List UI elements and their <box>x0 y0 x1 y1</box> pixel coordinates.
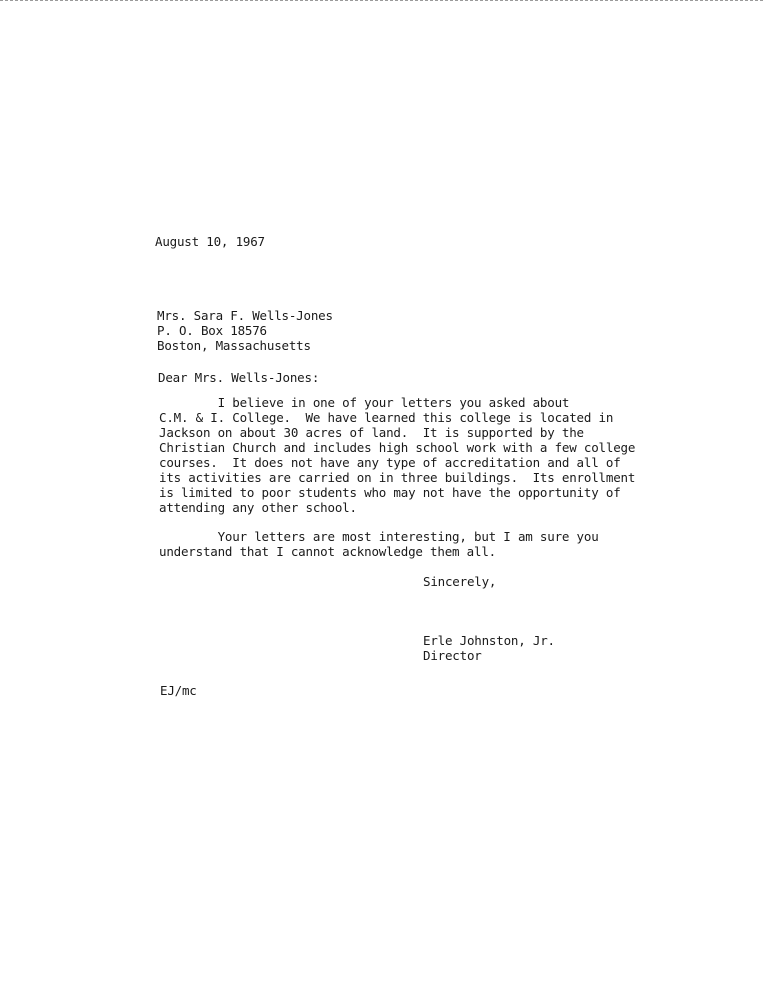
signer-name: Erle Johnston, Jr. <box>423 633 555 648</box>
paragraph1-line: attending any other school. <box>159 500 357 515</box>
reference-initials: EJ/mc <box>160 683 197 698</box>
closing: Sincerely, <box>423 574 497 589</box>
page-top-border <box>0 0 763 1</box>
paragraph1-line: Christian Church and includes high school work with a few college <box>159 440 636 455</box>
letter-date: August 10, 1967 <box>155 234 265 249</box>
paragraph2-line: Your letters are most interesting, but I am sure you <box>159 529 599 544</box>
recipient-address-line2: Boston, Massachusetts <box>157 338 311 353</box>
paragraph2-line: understand that I cannot acknowledge them all. <box>159 544 496 559</box>
recipient-address-line1: P. O. Box 18576 <box>157 323 267 338</box>
paragraph1-line: courses. It does not have any type of accreditation and all of <box>159 455 621 470</box>
salutation: Dear Mrs. Wells-Jones: <box>158 370 320 385</box>
recipient-name: Mrs. Sara F. Wells-Jones <box>157 308 333 323</box>
paragraph1-line: C.M. & I. College. We have learned this college is located in <box>159 410 614 425</box>
paragraph1-line: Jackson on about 30 acres of land. It is supported by the <box>159 425 584 440</box>
paragraph1-line: I believe in one of your letters you asked about <box>159 395 570 410</box>
paragraph1-line: is limited to poor students who may not have the opportunity of <box>159 485 621 500</box>
paragraph1-line: its activities are carried on in three buildings. Its enrollment <box>159 470 636 485</box>
signer-title: Director <box>423 648 482 663</box>
